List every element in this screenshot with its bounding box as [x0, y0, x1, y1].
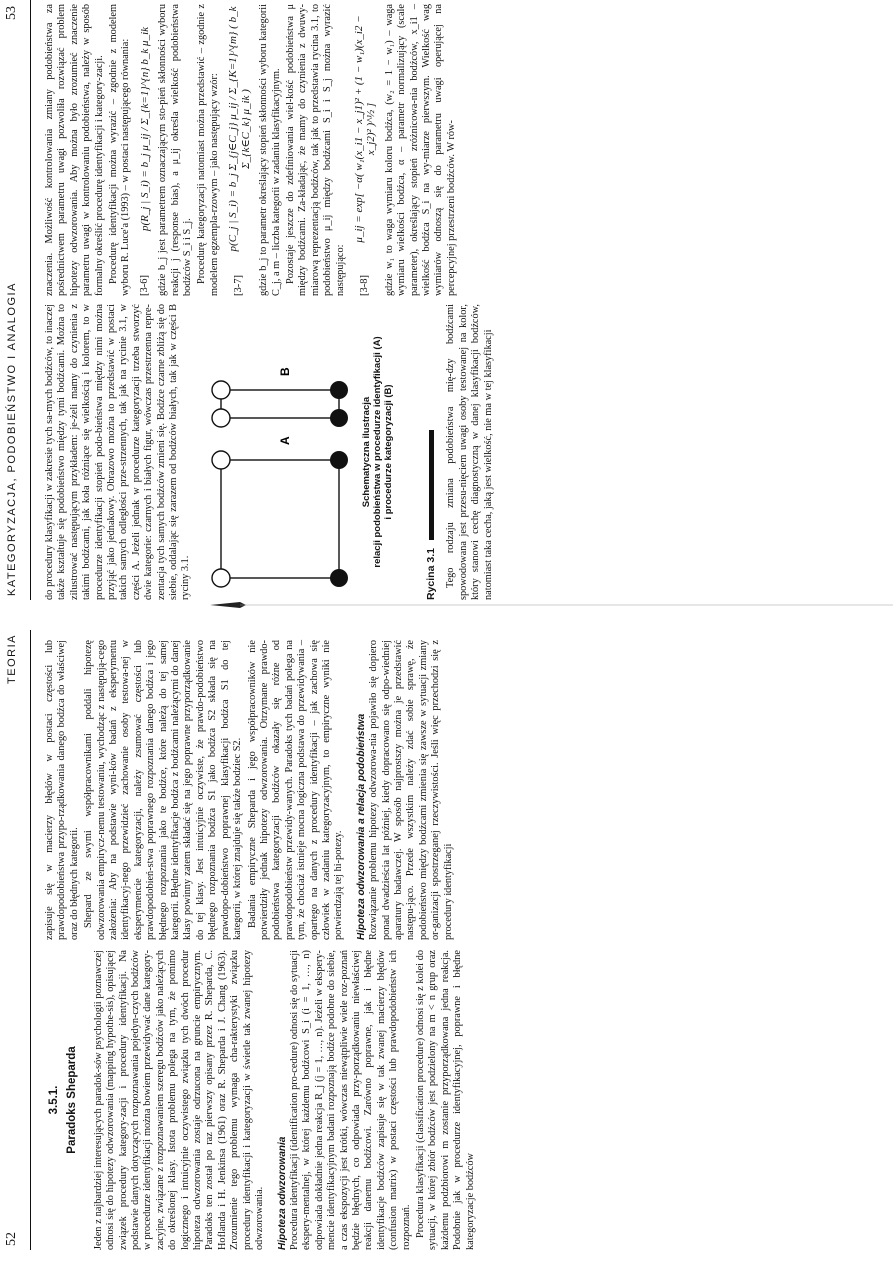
paragraph: Procedura identyfikacji (identification pro-cedure) odnosi się do sytuacji ekspery-mentalnej, w której każdemu bodźcowi S_i (i = 1, …, n) odpowiada dokładnie jedna reakcja R_j (j = 1, …, n). Jeżeli w ekspery-mencie identyfikacyjnym badani rozpoznają bodźce podobne do siebie, a czas ekspozycji jest krótki, wówczas niewątpliwie wiele roz-poznań będzie błędnych, co odpowiada przy-porządkowaniu niewłaściwej reakcji danemu bodźcowi. Zarówno poprawne, jak i błędne identyfikacje bodźców zapisuje się w tak zwanej macierzy błędów (confusion matrix) w postaci częstości lub prawdopodobieństw ich rozpoznań.	[288, 950, 412, 1250]
figure-diagram	[201, 304, 351, 600]
paragraph: Tego rodzaju zmiana podobieństwa mię-dzy bodźcami spowodowana jest przesu-nięciem uwagi osoby testowanej na kolor, który stanowi cechę diagnostyczną w danej klasyfikacji bodźców, natomiast taka cecha, jaką jest wielkość, nie ma w tej klasyfikacji	[445, 304, 494, 600]
paragraph: Shepard ze swymi współpracownikami poddali hipotezę odwzorowania empirycz-nemu testowaniu, wychodząc z następują-cego założenia: Aby na podstawie wyni-ków badań z eksperymentu identyfikacyj-nego przewidzieć zachowanie osoby testowa-nej w eksperymencie kategoryzacji, należy zsumować częstości lub prawdopodobień-stwa poprawnego rozpoznania danego bodźca i jego błędnego rozpoznania jako te bodźce, które należą do tej samej kategorii. Błędne identyfikacje bodźca z bodźcami należącymi do danej klasy powinny zatem składać się na jego poprawne przyporządkowanie do tej klasy. Jest intuicyjnie oczywiste, że prawdo-podobieństwo błędnego rozpoznania bodźca S1 jako bodźca S2 składa się na prawdopo-dobieństwo poprawnej klasyfikacji bodźca S1 do tej kategorii, w której znajduje się także bodziec S2.	[83, 640, 244, 940]
page-53	[0, 0, 893, 600]
equation-label: [3-6]	[138, 275, 150, 296]
page-52	[0, 630, 893, 1250]
figure-number	[425, 304, 437, 600]
equation-body: p(R_j | S_i) = b_j μ_ij / Σ_{k=1}^{n} b_k μ_ik	[138, 26, 151, 232]
paragraph: Badania empiryczne Sheparda i jego współpracowników nie potwierdziły jednak hipotezy odwzorowania. Otrzymane prawdo-podobieństwa kategoryzacji bodźców okazały się różne od prawdopodobieństw przewidy-wanych. Paradoks tych badań polega na tym, że chociaż istnieje mocna logiczna podstawa do przewidywania – opartego na danych z procedury identyfikacji – jak zachowa się człowiek w zadaniu kategoryzacyjnym, to empiryczne wyniki nie potwierdzają tej hi-potezy.	[246, 640, 345, 940]
figure-caption	[361, 304, 394, 600]
figure-rule	[429, 430, 434, 540]
figure-3-1	[201, 304, 421, 600]
paragraph: Procedurę identyfikacji można wyrazić – zgodnie z modelem wyboru R. Luce'a (1993) – w postaci następującego równania:	[108, 4, 132, 296]
caption-line: relacji podobieństwa w procedurze identyfikacji (A)	[371, 336, 383, 568]
equation-body: μ_ij = exp[ −α( w₁(x_i1 − x_j1)² + (1 − w₁)(x_i2 − x_j2)² )^½ ]	[352, 15, 378, 243]
running-title: KATEGORYZACJA, PODOBIEŃSTWO I ANALOGIA	[6, 282, 18, 596]
paragraph: Pozostaje jeszcze do zdefiniowania wiel-kość podobieństwa μ między bodźcami. Za-kładając, że mamy do czynienia z dwuwy-miarową reprezentacją bodźców, tak jak to przedstawia rycina 3.1, to podobieństwo μ_ij między bodźcami S_i i S_j można wyrazić następująco:	[284, 4, 346, 296]
column-left	[44, 304, 497, 600]
equation-3-8	[353, 4, 378, 296]
paragraph: gdzie w₁ to waga wymiaru koloru bodźca, (w₂ = 1 − w₁) – waga wymiaru wielkości bodźca, α – parametr normalizujący (scale parameter), określający stopień zróżnicowa-nia bodźców, x_i1 – wielkość bodźca S_i na wy-miarze pierwszym. Wielkość wag wymiarów odnoszą się do parametru uwagi operującej na percepcyjnej przestrzeni bodźców. W rów-	[383, 4, 457, 296]
paragraph: Procedura klasyfikacji (classification procedure) odnosi się z kolei do sytuacji, w której zbiór bodźców jest podzielony na m < n grup oraz każdemu podzbiorowi m zostanie przyporządkowana jedna reakcja. Podobnie jak w procedurze identyfikacyjnej, poprawne i błędne kategoryzacje bodźców	[414, 950, 476, 1250]
caption-line: Schematyczna ilustracja	[360, 396, 372, 508]
section-title: Paradoks Sheparda	[66, 1046, 79, 1154]
caption-line: i procedurze kategoryzacji (B)	[382, 384, 394, 520]
column-right	[44, 4, 460, 296]
book-spine	[0, 600, 893, 610]
subheading: Hipoteza odwzorowania a relacja podobieństwa	[355, 713, 367, 940]
page-number: 53	[4, 6, 19, 20]
column-left	[44, 950, 479, 1250]
figure-number-text: Rycina 3.1	[424, 548, 437, 600]
equation-body: p(C_j | S_i) = b_j Σ_{j∈C_j} μ_ij / Σ_{K=1}^{m} ( b_k Σ_{k∈C_k} μ_ik )	[227, 6, 252, 252]
paragraph: znaczenia. Możliwość kontrolowania zmiany podobieństwa za pośrednictwem parametru uwagi pozwoliła rozwiązać problem hipotezy odwzorowania. Aby można było zrozumieć znaczenie parametru uwagi w kontrolowaniu podobieństwa, należy w sposób formalny określić procedurę identyfikacji i kategory-zacji.	[44, 4, 105, 296]
paragraph: do procedury klasyfikacji w zakresie tych sa-mych bodźców, to inaczej także kształtuje się podobieństwo między tymi bodźcami. Można to zilustrować następującym przykładem: je-żeli mamy do czynienia z takimi bodźcami, jak koła różniące się wielkością i kolorem, to w procedurze identyfikacji stopień podo-bieństwa między nimi można przyjąć jako jednakowy. Obrazowo można to przedstawić w postaci takich samych odległości prze-strzennych, tak jak na rycinie 3.1, w części A. Jeżeli jednak w procedurze kategoryzacji trzeba stworzyć dwie kategorie: czarnych i białych figur, wówczas przestrzenna repre-zentacja tych samych bodźców zmieni się. Bodźce czarne zbliżą się do siebie, oddalając się zarazem od bodźców białych, tak jak w części B ryciny 3.1.	[44, 304, 192, 600]
page-header	[0, 630, 31, 1250]
figure-label-b: B	[277, 367, 292, 376]
figure-label-a: A	[277, 436, 292, 445]
paragraph: gdzie b_j to parametr określający stopień skłonności wyboru kategorii C_j, a m – liczba kategorii w zadaniu klasyfikacyjnym.	[258, 4, 282, 296]
equation-label: [3-7]	[233, 275, 245, 296]
column-right	[44, 640, 457, 940]
paragraph: zapisuje się w macierzy błędów w postaci częstości lub prawdopodobieństwa przypo-rządkowania danego bodźca do właściwej oraz do błędnych kategorii.	[44, 640, 80, 940]
equation-3-7	[227, 4, 252, 296]
section-number: 3.5.1.	[48, 1085, 60, 1115]
page-number: 52	[4, 1232, 19, 1246]
equation-3-6	[139, 4, 151, 296]
equation-label: [3-8]	[359, 275, 371, 296]
paragraph: Jeden z najbardziej interesujących paradok-sów psychologii poznawczej odnosi się do hipotezy odwzorowania (mapping hypothe-sis), opisującej związek procedury kategory-zacji i procedury identyfikacji. Na podstawie danych dotyczących rozpoznawania pojedyn-czych bodźców w procedurze identyfikacji można bowiem przewidywać dane kategory-zacyjne, związane z rozpoznawaniem szeregu bodźców jako należących do określonej klasy. Istota problemu polega na tym, że pomimo logicznego i intuicyjnie oczywistego związku tych dwóch procedur hipoteza odwzorowania zostaje odrzucona na gruncie empirycznym. Paradoks ten został po raz pierwszy opisany przez R. Sheparda, C. Hoflanda i H. Jenkinsa (1961) oraz R. Sheparda i J. Chang (1963). Zrozumienie tego problemu wymaga cha-rakterystyki związku procedury identyfikacji i kategoryzacji w świetle tak zwanej hipotezy odwzorowania.	[92, 950, 266, 1250]
page-header	[0, 0, 31, 600]
paragraph: gdzie b_j jest parametrem oznaczającym sto-pień skłonności wyboru reakcji j (response bias), a μ_ij określa wielkość podobieństwa bodźców S_i i S_j.	[157, 4, 194, 296]
running-title: TEORIA	[6, 634, 18, 684]
paragraph: Procedurę kategoryzacji natomiast można przedstawić – zgodnie z modelem egzempla-rzowym – jako następujący wzór:	[196, 4, 220, 296]
subheading: Hipoteza odwzorowania	[276, 1136, 288, 1250]
paragraph: Rozwiązanie problemu hipotezy odwzorowa-nia pojawiło się dopiero ponad dwadzieścia lat później, kiedy dopracowano się odpo-wiedniej aparatury badawczej. W sposób najprostszy można je przedstawić następu-jąco. Przede wszystkim należy zdać sobie sprawę, że podobieństwo między bodźcami zmienia się zawsze w sytuacji zmiany or-ganizacji spostrzeganej rzeczywistości. Jeśli więc przechodzi się z procedury identyfikacji	[368, 640, 454, 940]
